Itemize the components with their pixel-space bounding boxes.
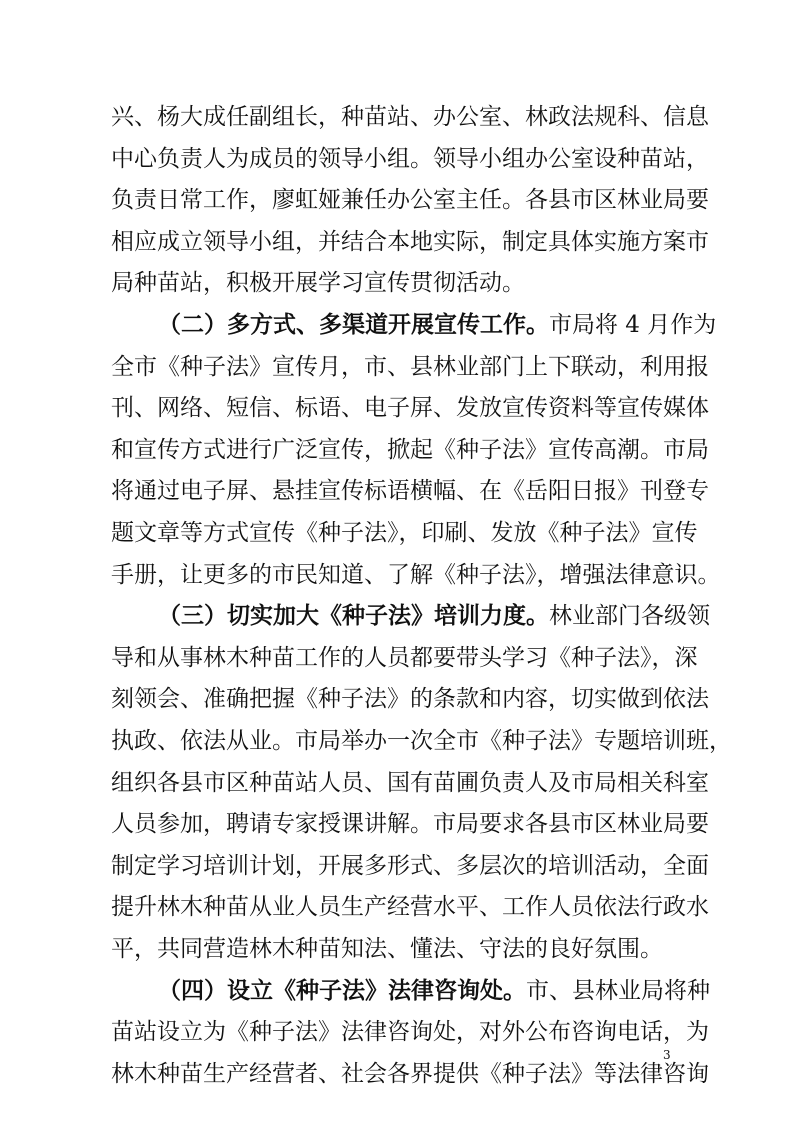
- body-text-line: 制定学习培训计划，开展多形式、多层次的培训活动，全面: [111, 852, 709, 879]
- body-text-line: 题文章等方式宣传《种子法》，印刷、发放《种子法》宣传: [111, 520, 698, 546]
- body-text-line: 局种苗站，积极开展学习宣传贯彻活动。: [111, 270, 525, 297]
- body-text-line: 导和从事林木种苗工作的人员都要带头学习《种子法》，深: [111, 644, 698, 671]
- body-text-line: 执政、依法从业。市局举办一次全市《种子法》专题培训班，: [111, 728, 732, 754]
- section-heading: （三）切实加大《种子法》培训力度。: [158, 602, 549, 630]
- section-heading: （二）多方式、多渠道开展宣传工作。: [158, 311, 549, 338]
- section-heading-line: [158, 310, 717, 340]
- body-text-line: 将通过电子屏、悬挂宣传标语横幅、在《岳阳日报》刊登专: [111, 478, 709, 505]
- body-text-line: 负责日常工作，廖虹娅兼任办公室主任。各县市区林业局要: [111, 187, 709, 214]
- body-text: 市局将 4 月作为: [549, 312, 717, 338]
- section-heading-line: [158, 601, 710, 631]
- section-heading: （四）设立《种子法》法律咨询处。: [158, 976, 526, 1004]
- body-text-line: 中心负责人为成员的领导小组。领导小组办公室设种苗站，: [111, 145, 709, 172]
- body-text-line: 平，共同营造林木种苗知法、懂法、守法的良好氛围。: [111, 936, 663, 962]
- body-text-line: 苗站设立为《种子法》法律咨询处，对外公布咨询电话，为: [111, 1019, 709, 1046]
- body-text-line: 组织各县市区种苗站人员、国有苗圃负责人及市局相关科室: [111, 769, 709, 796]
- body-text-line: 兴、杨大成任副组长，种苗站、办公室、林政法规科、信息: [111, 104, 709, 130]
- body-text-line: 人员参加，聘请专家授课讲解。市局要求各县市区林业局要: [111, 811, 709, 838]
- page-number: 3: [663, 1048, 671, 1062]
- section-heading-line: [158, 976, 710, 1006]
- body-text-line: 刊、网络、短信、标语、电子屏、发放宣传资料等宣传媒体: [111, 395, 709, 422]
- body-text-line: 提升林木种苗从业人员生产经营水平、工作人员依法行政水: [111, 894, 709, 921]
- body-text: 市、县林业局将种: [526, 977, 710, 1004]
- body-text-line: 林木种苗生产经营者、社会各界提供《种子法》等法律咨询: [111, 1060, 709, 1087]
- body-text-line: 手册，让更多的市民知道、了解《种子法》，增强法律意识。: [111, 561, 721, 588]
- body-text-line: 和宣传方式进行广泛宣传，掀起《种子法》宣传高潮。市局: [111, 436, 709, 463]
- body-text-line: 全市《种子法》宣传月，市、县林业部门上下联动，利用报: [111, 353, 709, 380]
- body-text: 林业部门各级领: [549, 603, 710, 630]
- body-text-line: 刻领会、准确把握《种子法》的条款和内容，切实做到依法: [111, 686, 709, 713]
- body-text-line: 相应成立领导小组，并结合本地实际，制定具体实施方案市: [111, 228, 709, 255]
